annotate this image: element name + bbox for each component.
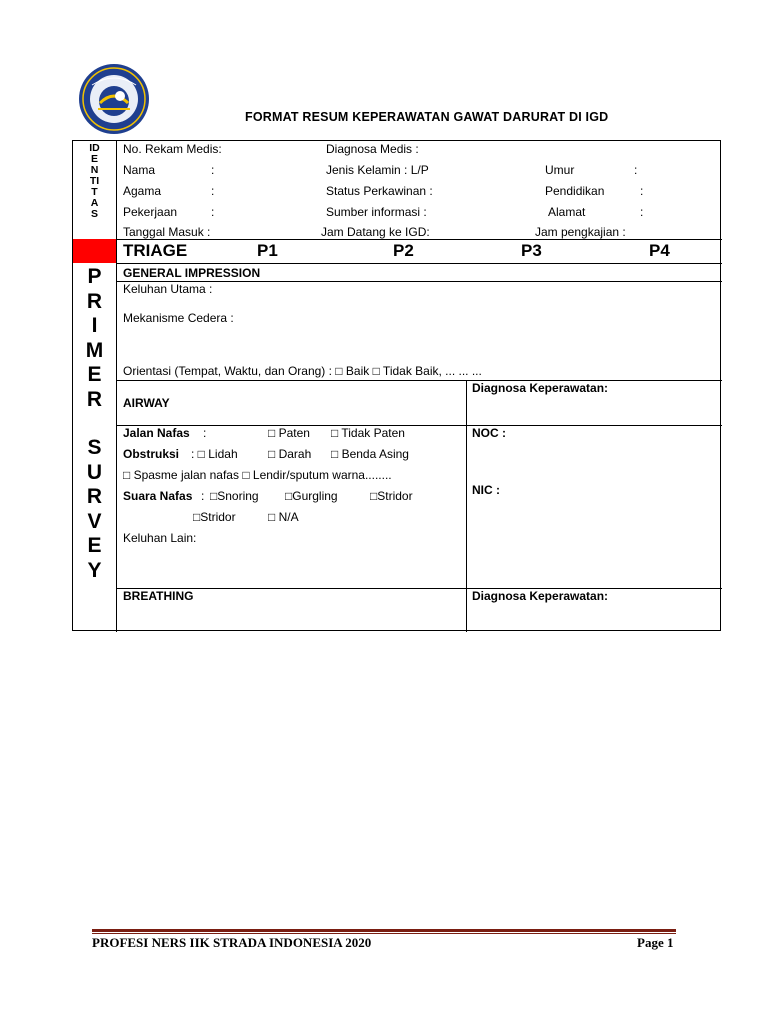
keluhan-lain-label: Keluhan Lain: bbox=[123, 531, 197, 545]
umur-colon: : bbox=[634, 163, 638, 177]
primer-survey-side-label: P R I M E R S U R V E Y bbox=[85, 265, 104, 582]
assessment-form bbox=[72, 140, 721, 631]
snoring-checkbox[interactable]: □Snoring bbox=[210, 489, 259, 503]
pekerjaan-colon: : bbox=[211, 205, 215, 219]
footer-institution: PROFESI NERS IIK STRADA INDONESIA 2020 bbox=[92, 935, 372, 950]
triage-p2: P2 bbox=[393, 241, 414, 260]
triage-p1: P1 bbox=[257, 241, 278, 260]
airway-heading: AIRWAY bbox=[123, 396, 170, 410]
jenis-kelamin-label: Jenis Kelamin : L/P bbox=[326, 163, 429, 177]
alamat-label: Alamat bbox=[548, 205, 586, 219]
noc-label: NOC : bbox=[472, 426, 506, 440]
pendidikan-colon: : bbox=[640, 184, 644, 198]
nic-label: NIC : bbox=[472, 483, 500, 497]
triage-p3: P3 bbox=[521, 241, 542, 260]
mekanisme-cedera-label: Mekanisme Cedera : bbox=[123, 311, 234, 325]
tanggal-masuk-label: Tanggal Masuk : bbox=[123, 225, 211, 239]
jalan-nafas-colon: : bbox=[203, 426, 207, 440]
footer-rule-thin bbox=[92, 933, 676, 934]
stridor-checkbox-1[interactable]: □Stridor bbox=[370, 489, 413, 503]
suara-nafas-label: Suara Nafas bbox=[123, 489, 193, 503]
nama-colon: : bbox=[211, 163, 215, 177]
airway-diagnosa-label: Diagnosa Keperawatan: bbox=[472, 381, 609, 395]
breathing-heading: BREATHING bbox=[123, 589, 194, 603]
pendidikan-label: Pendidikan bbox=[545, 184, 605, 198]
breathing-diagnosa-label: Diagnosa Keperawatan: bbox=[472, 589, 609, 603]
agama-colon: : bbox=[211, 184, 215, 198]
spasme-lendir-checkboxes[interactable]: □ Spasme jalan nafas □ Lendir/sputum warna........ bbox=[123, 468, 392, 482]
darah-checkbox[interactable]: □ Darah bbox=[268, 447, 312, 461]
triage-red-marker bbox=[73, 239, 116, 263]
na-checkbox[interactable]: □ N/A bbox=[268, 510, 299, 524]
keluhan-utama-label: Keluhan Utama : bbox=[123, 282, 213, 296]
gurgling-checkbox[interactable]: □Gurgling bbox=[285, 489, 338, 503]
nama-label: Nama bbox=[123, 163, 156, 177]
jam-datang-label: Jam Datang ke IGD: bbox=[321, 225, 430, 239]
page-number: Page 1 bbox=[637, 935, 674, 950]
sumber-informasi-label: Sumber informasi : bbox=[326, 205, 427, 219]
status-perkawinan-label: Status Perkawinan : bbox=[326, 184, 433, 198]
university-logo-icon bbox=[78, 63, 150, 135]
agama-label: Agama bbox=[123, 184, 162, 198]
triage-p4: P4 bbox=[649, 241, 670, 260]
general-impression-heading: GENERAL IMPRESSION bbox=[123, 266, 261, 280]
jalan-nafas-label: Jalan Nafas bbox=[123, 426, 190, 440]
pekerjaan-label: Pekerjaan bbox=[123, 205, 178, 219]
suara-nafas-colon: : bbox=[201, 489, 205, 503]
obstruksi-label: Obstruksi bbox=[123, 447, 180, 461]
benda-asing-checkbox[interactable]: □ Benda Asing bbox=[331, 447, 409, 461]
no-rekam-medis-label: No. Rekam Medis: bbox=[123, 142, 222, 156]
triage-label: TRIAGE bbox=[123, 241, 188, 260]
stridor-checkbox-2[interactable]: □Stridor bbox=[193, 510, 236, 524]
footer-rule bbox=[92, 929, 676, 932]
lidah-checkbox[interactable]: : □ Lidah bbox=[191, 447, 238, 461]
diagnosa-medis-label: Diagnosa Medis : bbox=[326, 142, 419, 156]
umur-label: Umur bbox=[545, 163, 575, 177]
jam-pengkajian-label: Jam pengkajian : bbox=[535, 225, 626, 239]
identitas-side-label: ID E N TI T A S bbox=[89, 142, 100, 220]
form-title: FORMAT RESUM KEPERAWATAN GAWAT DARURAT DI IGD bbox=[245, 110, 609, 124]
paten-checkbox[interactable]: □ Paten bbox=[268, 426, 310, 440]
tidak-paten-checkbox[interactable]: □ Tidak Paten bbox=[331, 426, 405, 440]
orientasi-options: Orientasi (Tempat, Waktu, dan Orang) : □ Baik □ Tidak Baik, ... ... ... bbox=[123, 364, 482, 378]
alamat-colon: : bbox=[640, 205, 644, 219]
